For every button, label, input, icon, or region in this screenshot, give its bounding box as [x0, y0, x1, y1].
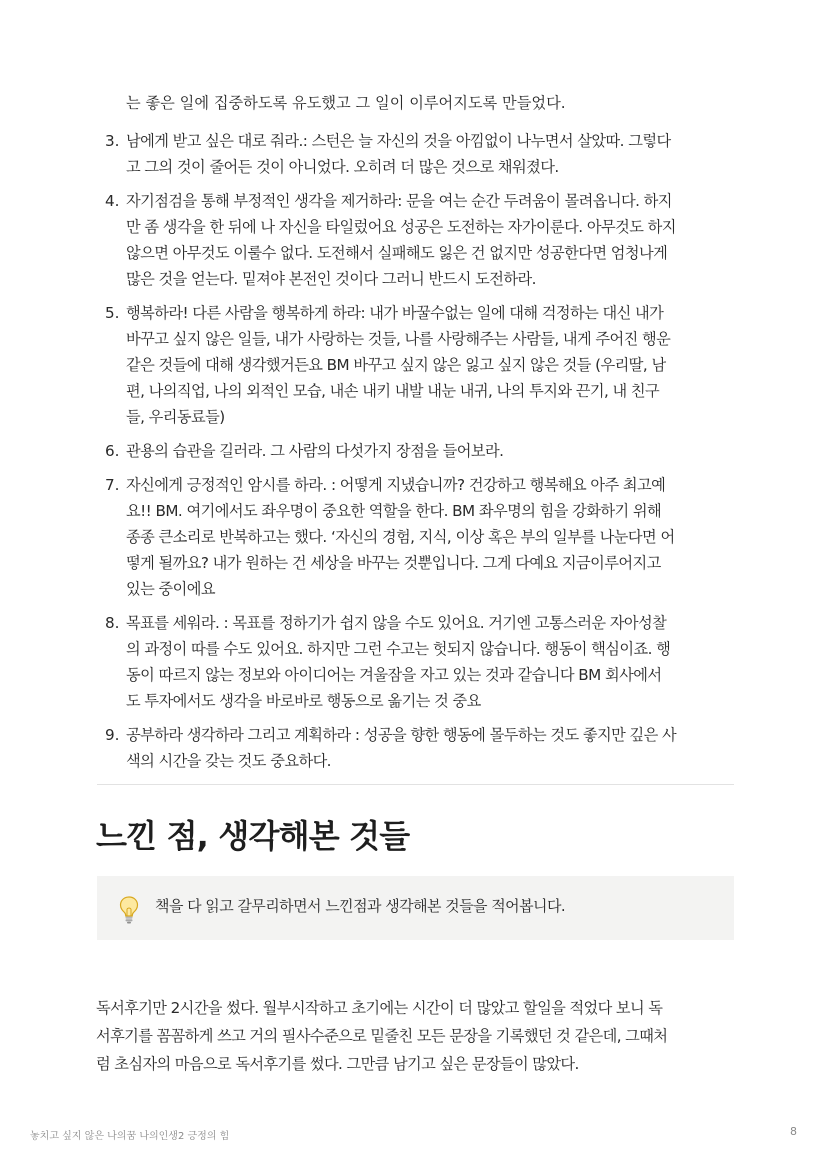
callout-text: 책을 다 읽고 갈무리하면서 느낀점과 생각해본 것들을 적어봅니다.	[155, 897, 566, 915]
list-item-line: 공부하라 생각하라 그리고 계획하라 : 성공을 향한 행동에 몰두하는 것도 좋지만 깊은 사	[126, 726, 677, 744]
list-item	[96, 300, 741, 430]
section-title: 느낀 점, 생각해본 것들	[96, 817, 410, 855]
list-item-line: 도 투자에서도 생각을 바로바로 행동으로 옮기는 것 중요	[126, 692, 481, 710]
list-item	[96, 438, 741, 464]
list-item	[96, 472, 741, 602]
list-item-number: 8.	[105, 614, 120, 632]
list-item-number: 4.	[105, 192, 120, 210]
section-divider	[97, 784, 734, 785]
list-continuation: 는 좋은 일에 집중하도록 유도했고 그 일이 이루어지도록 만들었다.	[126, 94, 566, 112]
footer-title: 놓치고 싶지 않은 나의꿈 나의인생2 긍정의 힘	[30, 1131, 230, 1142]
list-item-number: 9.	[105, 726, 120, 744]
list-item-line: 고 그의 것이 줄어든 것이 아니었다. 오히려 더 많은 것으로 채워졌다.	[126, 158, 559, 176]
list-item-line: 같은 것들에 대해 생각했거든요 BM 바꾸고 싶지 않은 잃고 싶지 않은 것들 (우리딸, 남	[126, 356, 666, 374]
list-item-line: 동이 따르지 않는 정보와 아이디어는 겨울잠을 자고 있는 것과 같습니다 BM 회사에서	[126, 666, 662, 684]
list-item-line: 떻게 될까요? 내가 원하는 건 세상을 바꾸는 것뿐입니다. 그게 다예요 지금이루어지고	[126, 554, 661, 572]
list-item-line: 있는 중이에요	[126, 580, 216, 598]
list-item	[96, 128, 741, 180]
list-item-line: 종종 큰소리로 반복하고는 했다. ‘자신의 경험, 지식, 이상 혹은 부의 일부를 나눈다면 어	[126, 528, 675, 546]
lightbulb-icon	[117, 894, 141, 924]
callout-box	[97, 876, 734, 940]
list-item	[96, 610, 741, 714]
list-item-line: 요!! BM. 여기에서도 좌우명이 중요한 역할을 한다. BM 좌우명의 힘을 강화하기 위해	[126, 502, 662, 520]
list-item-line: 행복하라! 다른 사람을 행복하게 하라: 내가 바꿀수없는 일에 대해 걱정하는 대신 내가	[126, 304, 664, 322]
list-item-number: 5.	[105, 304, 120, 322]
list-item-line: 관용의 습관을 길러라. 그 사람의 다섯가지 장점을 들어보라.	[126, 442, 504, 460]
list-item-line: 만 좀 생각을 한 뒤에 나 자신을 타일렀어요 성공은 도전하는 자가이룬다. 아무것도 하지	[126, 218, 676, 236]
list-item	[96, 722, 741, 774]
list-item-line: 자기점검을 통해 부정적인 생각을 제거하라: 문을 여는 순간 두려움이 몰려옵니다. 하지	[126, 192, 672, 210]
body-paragraph	[96, 994, 741, 1078]
list-item-line: 많은 것을 얻는다. 밑져야 본전인 것이다 그러니 반드시 도전하라.	[126, 270, 536, 288]
list-item-line: 의 과정이 따를 수도 있어요. 하지만 그런 수고는 헛되지 않습니다. 행동이 핵심이죠. 행	[126, 640, 671, 658]
list-item-number: 7.	[105, 476, 120, 494]
paragraph-line: 독서후기만 2시간을 썼다. 월부시작하고 초기에는 시간이 더 많았고 할일을 적었다 보니 독	[96, 999, 663, 1017]
list-item-line: 색의 시간을 갖는 것도 중요하다.	[126, 752, 331, 770]
list-item-line: 자신에게 긍정적인 암시를 하라. : 어떻게 지냈습니까? 건강하고 행복해요 아주 최고예	[126, 476, 666, 494]
list-item-line: 바꾸고 싶지 않은 일들, 내가 사랑하는 것들, 나를 사랑해주는 사람들, 내게 주어진 행운	[126, 330, 671, 348]
list-item-number: 3.	[105, 132, 120, 150]
list-item-line: 남에게 받고 싶은 대로 줘라.: 스턴은 늘 자신의 것을 아낌없이 나누면서 살았따. 그렇다	[126, 132, 671, 150]
list-item-line: 편, 나의직업, 나의 외적인 모습, 내손 내키 내발 내눈 내귀, 나의 투지와 끈기, 내 친구	[126, 382, 660, 400]
page-number: 8	[790, 1125, 797, 1138]
list-item-line: 않으면 아무것도 이룰수 없다. 도전해서 실패해도 잃은 건 없지만 성공한다면 엄청나게	[126, 244, 668, 262]
list-item	[96, 188, 741, 292]
paragraph-line: 서후기를 꼼꼼하게 쓰고 거의 필사수준으로 밑줄친 모든 문장을 기록했던 것 같은데, 그때처	[96, 1027, 668, 1045]
paragraph-line: 럼 초심자의 마음으로 독서후기를 썼다. 그만큼 남기고 싶은 문장들이 많았다.	[96, 1055, 579, 1073]
list-item-line: 들, 우리동료들)	[126, 408, 225, 426]
list-item-line: 목표를 세워라. : 목표를 정하기가 쉽지 않을 수도 있어요. 거기엔 고통스러운 자아성찰	[126, 614, 667, 632]
numbered-list	[96, 90, 741, 774]
list-item-number: 6.	[105, 442, 120, 460]
